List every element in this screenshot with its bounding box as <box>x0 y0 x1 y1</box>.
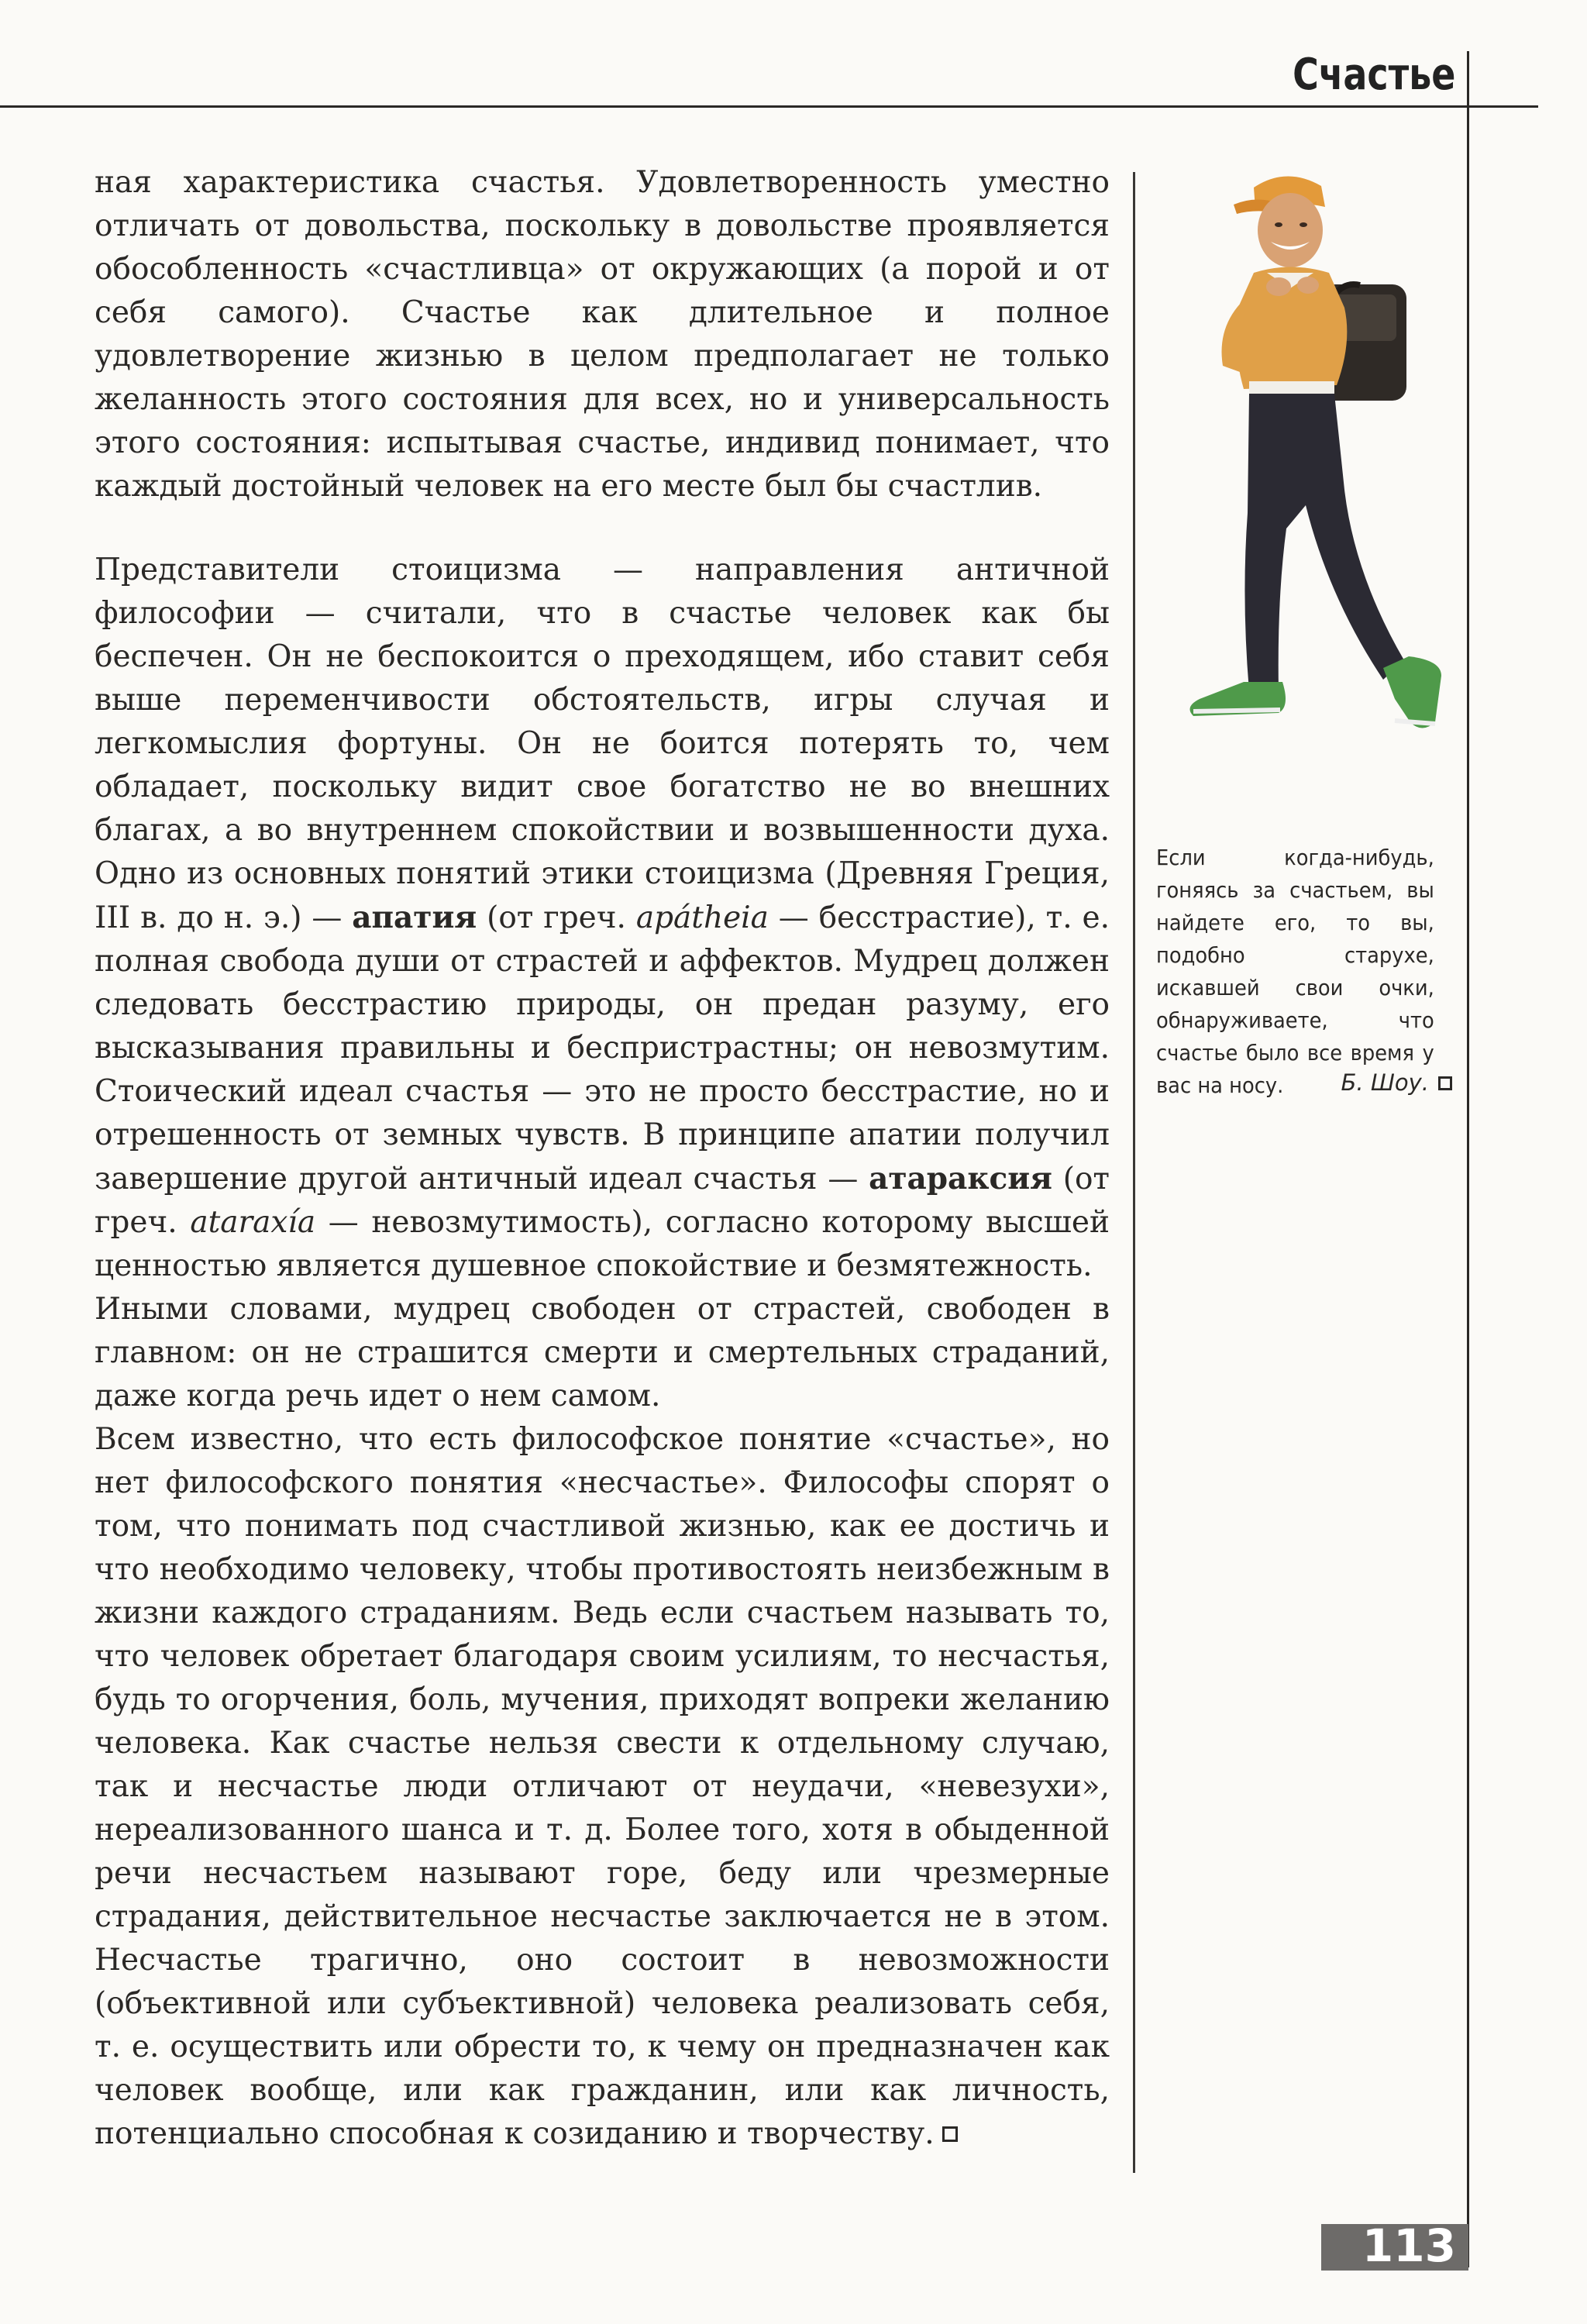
stoicism-text-3: — бесстрастие), т. е. полная свобода души от страстей и аффектов. Мудрец должен следовать бесстрастию природы, он предан разуму, его высказывания правильны и беспристрастны; он невозмутим. Стоический идеал счастья — это не просто бесстрастие, но и отрешенность от земных чувств. В принципе апатии получил завершение другой античный идеал счастья — <box>95 900 1110 1196</box>
term-ataraxia: атараксия <box>869 1161 1052 1196</box>
section-title: Счастье <box>1292 50 1455 100</box>
paragraph-4 <box>95 1418 1110 2156</box>
page-number: 113 <box>1362 2219 1456 2272</box>
quote-end-box-icon <box>1438 1076 1452 1090</box>
quote-author <box>1156 1069 1452 1096</box>
quote-caption: Если когда-нибудь, гоняясь за счастьем, вы найдете его, то вы, подобно старухе, искавшей свои очки, обнаруживаете, что счастье было все время у вас на носу. <box>1156 845 1434 1098</box>
term-apathy: апатия <box>352 900 477 935</box>
end-of-section-box-icon <box>942 2126 958 2142</box>
greek-ataraxia: ataraxía <box>190 1205 316 1240</box>
paragraph-4-text: Всем известно, что есть философское понятие «счастье», но нет философского понятия «несчастье». Философы спорят о том, что понимать под счастливой жизнью, как ее достичь и что необходимо человеку, чтобы противостоять неизбежным в жизни каждого страданиям. Ведь если счастьем называть то, что человек обретает благодаря своим усилиям, то несчастья, будь то огорчения, боль, мучения, приходят вопреки желанию человека. Как счастье нельзя свести к отдельному случаю, так и несчастье люди отличают от неудачи, «невезухи», нереализованного шанса и т. д. Более того, хотя в обыденной речи несчастьем называют горе, беду или чрезмерные страдания, действительное несчастье заключается не в этом. Несчастье трагично, оно состоит в невозможности (объективной или субъективной) человека реализовать себя, т. е. осуществить или обрести то, к чему он предназначен как человек вообще, или как гражданин, или как личность, потенциально способная к созиданию и творчеству. <box>95 1422 1110 2151</box>
stoicism-text-5: — невозмутимость), согласно которому высшей ценностью является душевное спокойствие и безмятежность. <box>95 1205 1110 1283</box>
stoicism-text-2: (от греч. <box>477 900 636 935</box>
stoicism-text-1: Представители стоицизма — направления античной философии — считали, что в счастье человек как бы беспечен. Он не беспокоится о преходящем, ибо ставит себя выше переменчивости обстоятельств, игры случая и легкомыслия фортуны. Он не боится потерять то, чем обладает, поскольку видит свое богатство не во внешних благах, а во внутреннем спокойствии и возвышенности духа. Одно из основных понятий этики стоицизма (Древняя Греция, III в. до н. э.) — <box>95 553 1110 935</box>
column-divider <box>1133 172 1135 2173</box>
header-rule <box>0 105 1538 108</box>
paragraph-3: Иными словами, мудрец свободен от страстей, свободен в главном: он не страшится смерти и смертельных страданий, даже когда речь идет о нем самом. <box>95 1292 1110 1413</box>
boy-with-backpack-photo <box>1162 164 1468 800</box>
stoicism-text-4: (от греч. <box>95 1162 1110 1240</box>
main-text-column <box>95 161 1110 2156</box>
greek-apatheia: apátheia <box>635 900 769 935</box>
paragraph-stoicism <box>95 549 1110 1288</box>
paragraph-1: ная характеристика счастья. Удовлетворенность уместно отличать от довольства, поскольку в довольстве проявляется обособленность «счастливца» от окружающих (а порой и от себя самого). Счастье как длительное и полное удовлетворение жизнью в целом предполагает не только желанность этого состояния для всех, но и универсальность этого состояния: испытывая счастье, индивид понимает, что каждый достойный человек на его месте был бы счастлив. <box>95 165 1110 504</box>
quote-author-name: Б. Шоу. <box>1341 1069 1429 1096</box>
